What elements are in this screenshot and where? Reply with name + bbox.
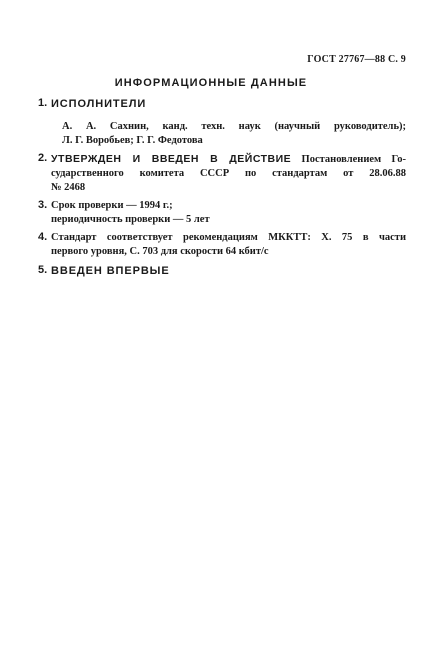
section-number: 1. <box>38 97 48 109</box>
review-line: Срок проверки — 1994 г.; <box>51 200 173 211</box>
section-number: 3. <box>38 199 48 211</box>
section-conformity <box>38 231 406 259</box>
page-header: ГОСТ 27767—88 С. 9 <box>307 54 406 65</box>
approval-line-rest: Постановлением Го- <box>301 154 407 165</box>
section-heading: ИСПОЛНИТЕЛИ <box>51 98 147 110</box>
section-performers <box>38 97 406 148</box>
section-number: 4. <box>38 231 48 243</box>
section-number: 2. <box>38 152 48 164</box>
section-approved <box>38 152 406 195</box>
conformity-text <box>51 231 406 259</box>
approval-line <box>51 152 406 167</box>
document-title: ИНФОРМАЦИОННЫЕ ДАННЫЕ <box>114 77 308 89</box>
section-heading: ВВЕДЕН ВПЕРВЫЕ <box>51 265 170 277</box>
review-text <box>51 199 406 227</box>
section-heading: УТВЕРЖДЕН И ВВЕДЕН В ДЕЙСТВИЕ <box>51 153 292 165</box>
approval-text <box>51 152 406 195</box>
performers-list <box>62 120 406 148</box>
section-first-introduced <box>38 264 406 278</box>
performer-line: А. А. Сахнин, канд. техн. наук (научный руководитель); <box>62 121 406 132</box>
approval-line: № 2468 <box>51 182 86 193</box>
conformity-line: первого уровня, С. 703 для скорости 64 кбит/с <box>51 246 269 257</box>
approval-line: сударственного комитета СССР по стандартам от 28.06.88 <box>51 168 406 179</box>
performer-line: Л. Г. Воробьев; Г. Г. Федотова <box>62 135 203 146</box>
section-number: 5. <box>38 264 48 276</box>
conformity-line: Стандарт соответствует рекомендациям МККТТ: Х. 75 в части <box>51 232 406 243</box>
review-line: периодичность проверки — 5 лет <box>51 214 210 225</box>
section-review <box>38 199 406 227</box>
